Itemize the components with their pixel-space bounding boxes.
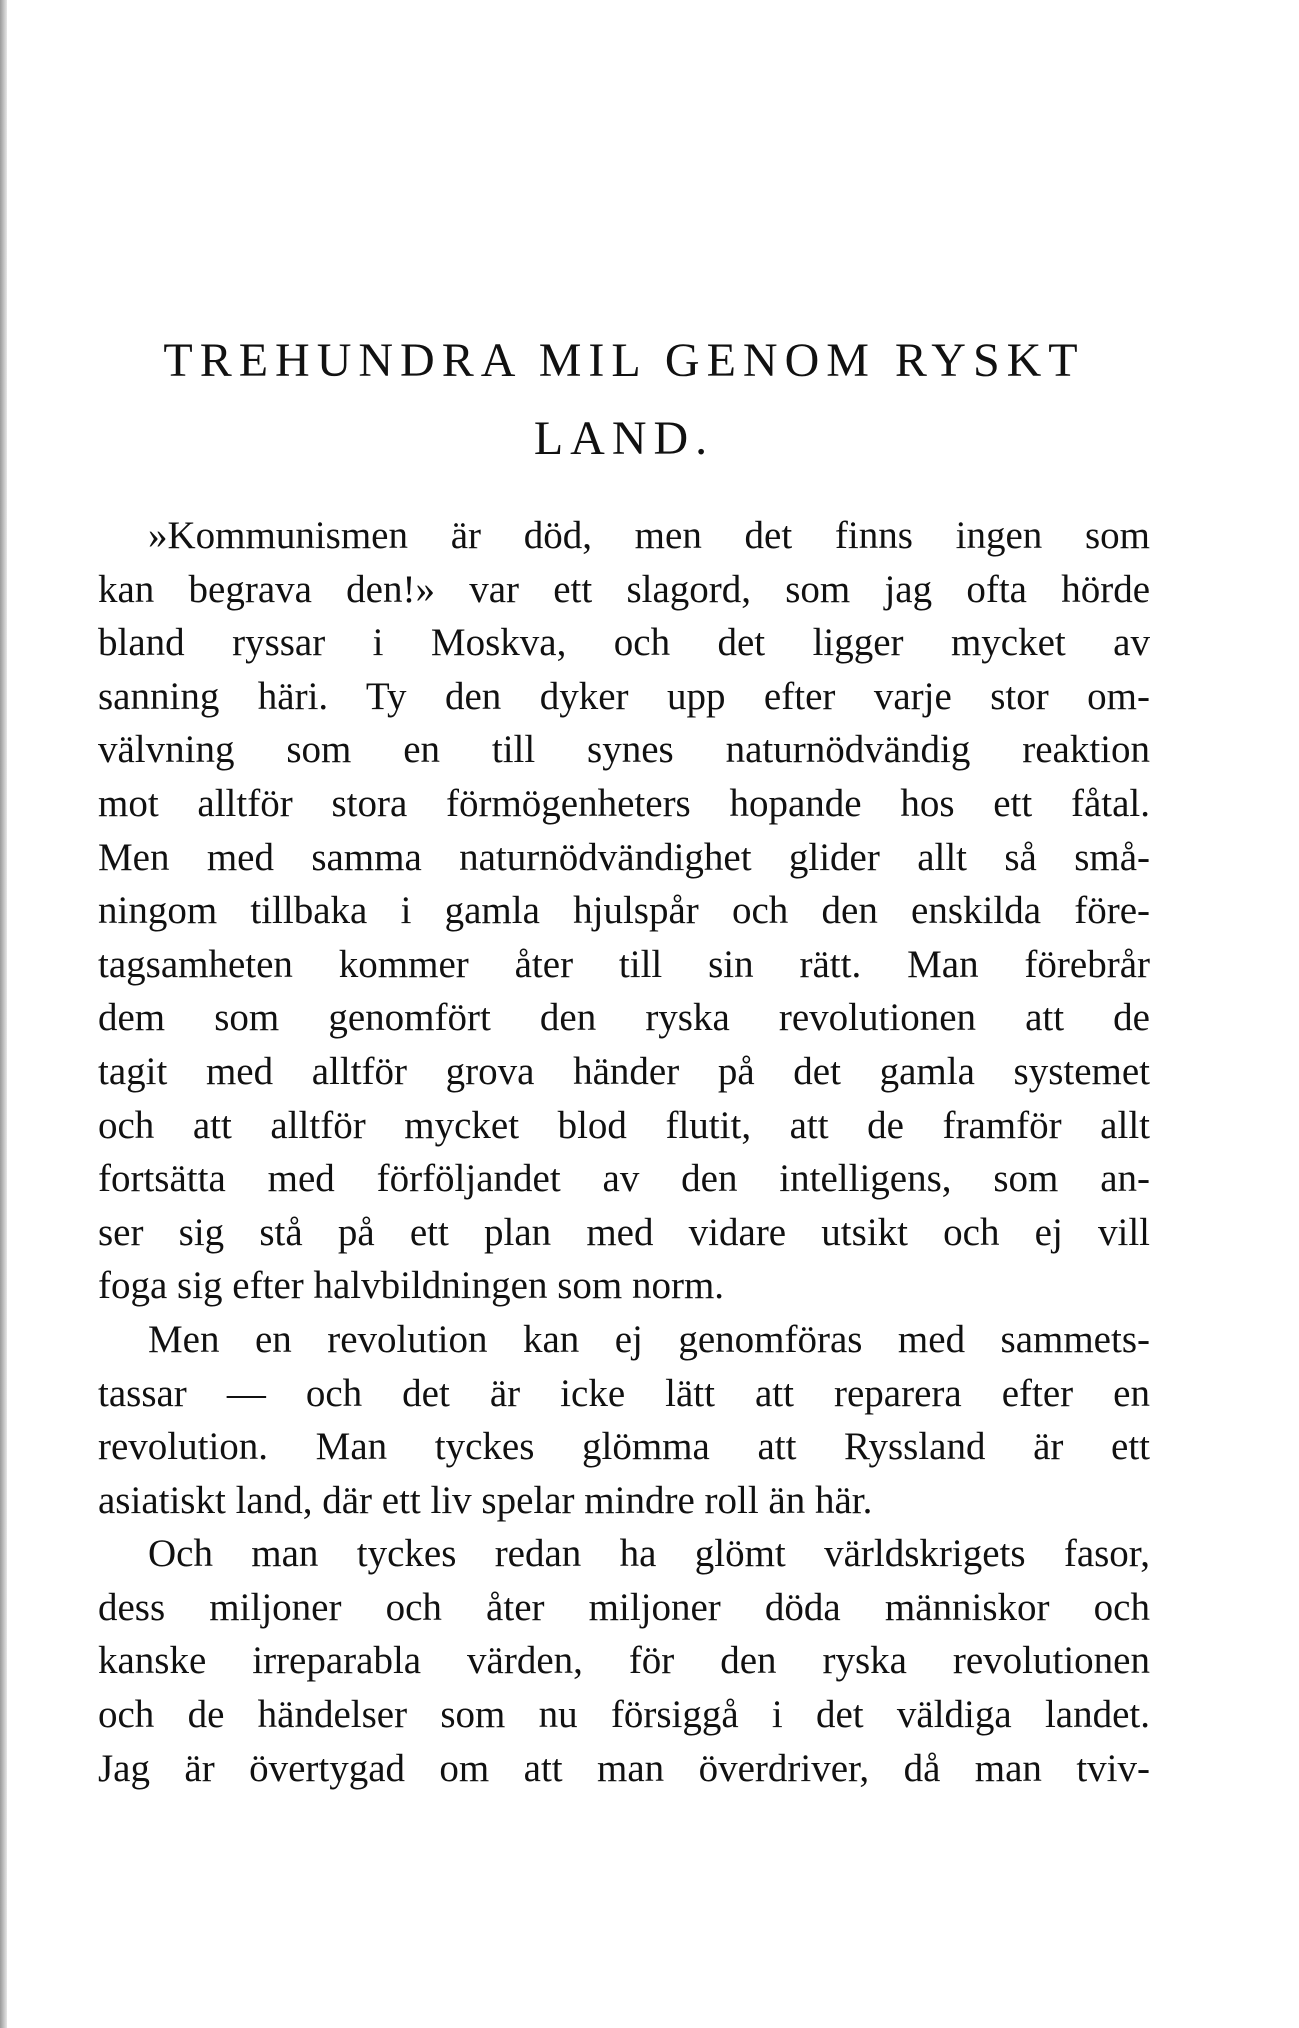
body-line-6: mot alltför stora förmögenheters hopande hos ett fåtal.: [98, 781, 1150, 825]
body-line-18: revolution. Man tyckes glömma att Ryssland är ett: [98, 1425, 1150, 1469]
body-line-8: ningom tillbaka i gamla hjulspår och den enskilda före-: [98, 889, 1150, 933]
body-line-21: dess miljoner och åter miljoner döda människor och: [98, 1585, 1150, 1629]
body-line-1: »Kommunismen är död, men det finns ingen som: [148, 514, 1150, 557]
body-line-5: välvning som en till synes naturnödvändig reaktion: [98, 728, 1150, 772]
body-line-2: kan begrava den!» var ett slagord, som jag ofta hörde: [98, 567, 1150, 611]
chapter-title: [98, 322, 1150, 478]
body-line-9: tagsamheten kommer åter till sin rätt. Man förebrår: [98, 942, 1150, 986]
body-line-11: tagit med alltför grova händer på det gamla systemet: [98, 1049, 1150, 1093]
chapter-title-line-2: LAND.: [533, 412, 715, 465]
body-line-3: bland ryssar i Moskva, och det ligger mycket av: [98, 621, 1150, 665]
chapter-title-line-1: TREHUNDRA MIL GENOM RYSKT: [163, 334, 1085, 387]
page-edge-shadow: [0, 0, 7, 2028]
body-line-4: sanning häri. Ty den dyker upp efter varje stor om-: [98, 674, 1150, 718]
body-line-20: Och man tyckes redan ha glömt världskrigets fasor,: [148, 1532, 1150, 1576]
body-line-13: fortsätta med förföljandet av den intelligens, som an-: [98, 1157, 1150, 1201]
body-line-7: Men med samma naturnödvändighet glider allt så små-: [98, 835, 1150, 879]
body-line-16: Men en revolution kan ej genomföras med sammets-: [148, 1317, 1150, 1361]
chapter-body-text: [98, 509, 1150, 1795]
body-line-24: Jag är övertygad om att man överdriver, då man tviv-: [98, 1746, 1150, 1790]
body-line-15: foga sig efter halvbildningen som norm.: [98, 1264, 725, 1308]
body-line-12: och att alltför mycket blod flutit, att de framför allt: [98, 1103, 1150, 1147]
body-line-17: tassar — och det är icke lätt att reparera efter en: [98, 1371, 1150, 1415]
body-line-19: asiatiskt land, där ett liv spelar mindre roll än här.: [98, 1478, 873, 1522]
body-line-22: kanske irreparabla värden, för den ryska revolutionen: [98, 1639, 1150, 1683]
body-line-10: dem som genomfört den ryska revolutionen att de: [98, 996, 1150, 1040]
body-line-14: ser sig stå på ett plan med vidare utsikt och ej vill: [98, 1210, 1150, 1254]
body-line-23: och de händelser som nu försiggå i det väldiga landet.: [98, 1693, 1150, 1737]
